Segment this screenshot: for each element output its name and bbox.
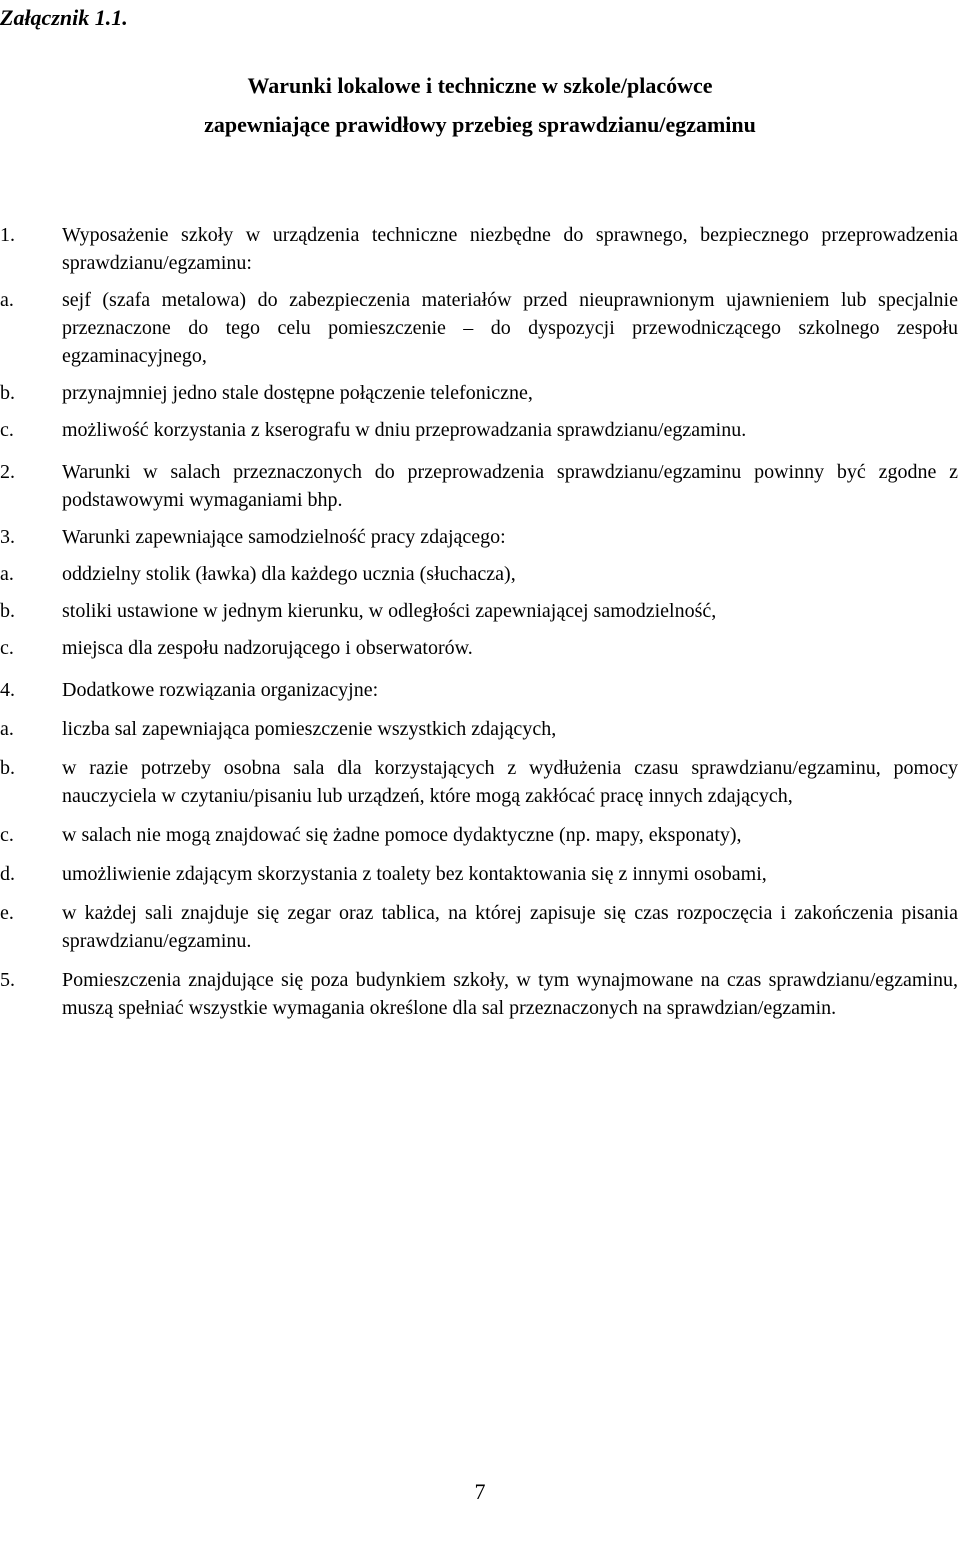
section-4-item-a	[0, 715, 958, 743]
section-4	[0, 676, 958, 704]
item-text: miejsca dla zespołu nadzorującego i obserwatorów.	[62, 637, 473, 659]
section-3-item-b	[0, 597, 958, 625]
item-marker: a.	[0, 563, 14, 585]
section-1-item-c	[0, 416, 958, 444]
item-text: Dodatkowe rozwiązania organizacyjne:	[62, 679, 379, 701]
section-3-item-a	[0, 560, 958, 588]
item-text: umożliwienie zdającym skorzystania z toalety bez kontaktowania się z innymi osobami,	[62, 863, 767, 885]
page-number: 7	[474, 1479, 486, 1504]
annex-label: Załącznik 1.1.	[0, 5, 128, 30]
section-3-item-c	[0, 634, 958, 662]
item-text: Warunki zapewniające samodzielność pracy zdającego:	[62, 526, 506, 548]
section-1	[0, 221, 958, 277]
item-text: w salach nie mogą znajdować się żadne pomoce dydaktyczne (np. mapy, eksponaty),	[62, 824, 742, 846]
item-marker: 4.	[0, 679, 15, 701]
document-body	[0, 221, 958, 1022]
item-marker: a.	[0, 718, 14, 740]
item-text: w razie potrzeby osobna sala dla korzystających z wydłużenia czasu sprawdzianu/egzaminu, pomocy nauczyciela w czytaniu/pisaniu lub urządzeń, które mogą zakłócać pracę innych zdających,	[62, 757, 958, 807]
item-text: możliwość korzystania z kserografu w dniu przeprowadzania sprawdzianu/egzaminu.	[62, 419, 747, 441]
item-marker: c.	[0, 824, 14, 846]
item-text: w każdej sali znajduje się zegar oraz tablica, na której zapisuje się czas rozpoczęcia i zakończenia pisania sprawdzianu/egzaminu.	[62, 902, 958, 952]
item-marker: b.	[0, 757, 15, 779]
item-marker: d.	[0, 863, 15, 885]
section-1-item-a	[0, 286, 958, 370]
section-5	[0, 966, 958, 1022]
item-marker: b.	[0, 600, 15, 622]
item-text: Wyposażenie szkoły w urządzenia techniczne niezbędne do sprawnego, bezpiecznego przeprowadzenia sprawdzianu/egzaminu:	[62, 224, 958, 274]
item-text: Pomieszczenia znajdujące się poza budynkiem szkoły, w tym wynajmowane na czas sprawdzianu/egzaminu, muszą spełniać wszystkie wymagania określone dla sal przeznaczonych na sprawdzian/egzamin.	[62, 969, 958, 1019]
section-2	[0, 458, 958, 514]
section-4-item-c	[0, 821, 958, 849]
item-marker: c.	[0, 419, 14, 441]
item-text: stoliki ustawione w jednym kierunku, w odległości zapewniającej samodzielność,	[62, 600, 717, 622]
section-4-item-d	[0, 860, 958, 888]
item-text: oddzielny stolik (ławka) dla każdego ucznia (słuchacza),	[62, 563, 516, 585]
item-marker: 5.	[0, 969, 15, 991]
item-marker: e.	[0, 902, 14, 924]
item-marker: 1.	[0, 224, 15, 246]
item-text: sejf (szafa metalowa) do zabezpieczenia materiałów przed nieuprawnionym ujawnieniem lub specjalnie przeznaczone do tego celu pomieszczenie – do dyspozycji przewodniczącego szkolnego zespołu egzaminacyjnego,	[62, 289, 958, 367]
section-1-item-b	[0, 379, 958, 407]
section-3	[0, 523, 958, 551]
document-title-line-2: zapewniające prawidłowy przebieg sprawdzianu/egzaminu	[204, 112, 756, 137]
document-title-line-1: Warunki lokalowe i techniczne w szkole/placówce	[247, 73, 713, 98]
item-text: liczba sal zapewniająca pomieszczenie wszystkich zdających,	[62, 718, 557, 740]
section-4-item-b	[0, 754, 958, 810]
section-4-item-e	[0, 899, 958, 955]
item-text: przynajmniej jedno stale dostępne połączenie telefoniczne,	[62, 382, 533, 404]
item-marker: b.	[0, 382, 15, 404]
item-text: Warunki w salach przeznaczonych do przeprowadzenia sprawdzianu/egzaminu powinny być zgodne z podstawowymi wymaganiami bhp.	[62, 461, 958, 511]
item-marker: 3.	[0, 526, 15, 548]
item-marker: a.	[0, 289, 14, 311]
item-marker: c.	[0, 637, 14, 659]
item-marker: 2.	[0, 461, 15, 483]
